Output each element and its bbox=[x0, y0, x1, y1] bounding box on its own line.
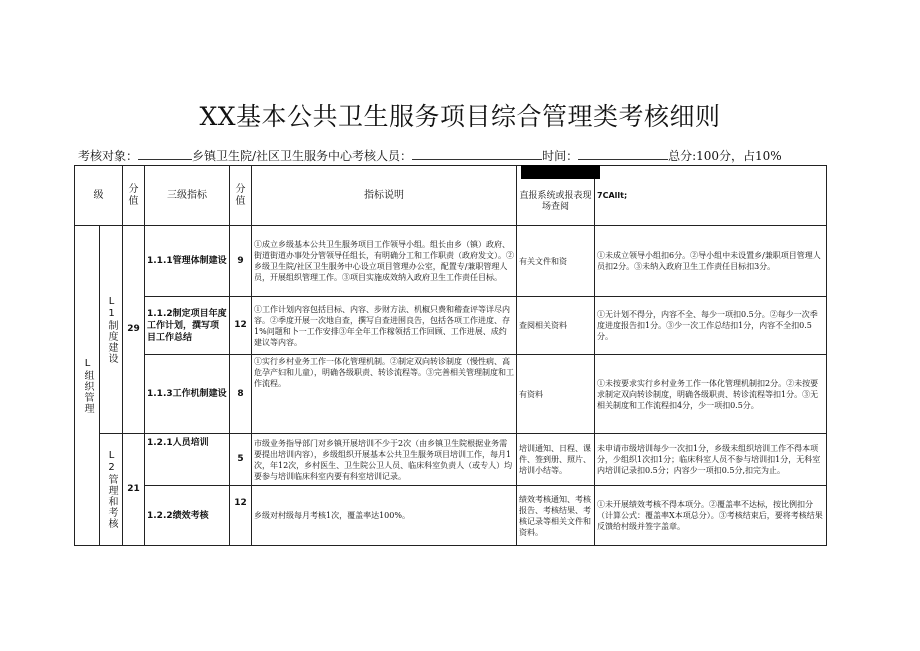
header-score3: 分值 bbox=[230, 166, 252, 226]
target-blank[interactable] bbox=[138, 147, 192, 160]
level1-label: L组织管理 bbox=[82, 357, 93, 414]
header-level1: 级 bbox=[75, 166, 123, 226]
item-name: 1.1.3工作机制建设 bbox=[145, 355, 230, 434]
item-criteria: ①无计划不得分，内容不全、每少一项扣0.5分。②每少一次季度进度报告扣1分。③少一次工作总结扣1分，内容不全扣0.5分。 bbox=[595, 297, 827, 355]
item-score: 5 bbox=[230, 434, 252, 486]
item-description: 乡级对村级每月考核1次，覆盖率达100%。 bbox=[252, 486, 517, 546]
time-blank[interactable] bbox=[578, 147, 668, 160]
org-label: 乡镇卫生院/社区卫生服务中心考核人员： bbox=[192, 149, 413, 163]
header-score1: 分值 bbox=[123, 166, 145, 226]
table-row bbox=[75, 226, 827, 297]
item-description: ①工作计划内容包括目标、内容、步财方法、机椒只费和稽查评等详尽内容。②季度开展一次地自查，撰写自查进围良告，包括各项工作进度、存1%问题和卜一工作安排③年全年工作稼领括工作回顾、工作进展、成约建议等内容。 bbox=[252, 297, 517, 355]
item-score: 12 bbox=[230, 297, 252, 355]
header-description: 指标说明 bbox=[252, 166, 517, 226]
item-score: 12 bbox=[230, 486, 252, 546]
table-row bbox=[75, 297, 827, 355]
target-label: 考核对象： bbox=[78, 149, 139, 163]
total-label: 总分:100分，占10% bbox=[668, 149, 782, 163]
item-criteria: ①未成立领导小组扣6分。②导小组中未设置乡/兼职项目管理人员扣2分。③未纳入政府卫生工作责任目标扣3分。 bbox=[595, 226, 827, 297]
group-score: 29 bbox=[123, 226, 145, 434]
item-score: 9 bbox=[230, 226, 252, 297]
group-name-cell bbox=[100, 226, 123, 434]
group-name: L1制度建设 bbox=[106, 295, 117, 364]
item-source: 有资料 bbox=[517, 355, 595, 434]
item-criteria: 未申请市级培训每少一次扣1分，乡级未组织培训工作不得本项分，少组织1次扣1分；临床科室人员不参与培训扣1分，无科室内培训记录扣0.5分；内容少一项扣0.5分,扣完为止。 bbox=[595, 434, 827, 486]
table-row bbox=[75, 355, 827, 434]
assessor-blank[interactable] bbox=[412, 147, 542, 160]
item-source: 绩效考核通知、考核报告、考核结果、考核记录等相关文件和资料。 bbox=[517, 486, 595, 546]
item-criteria: ①未开展绩效考核不得本项分。②覆盖率不达标，按比例扣分（计算公式：覆盖率X本项总分）。③考核结束后，要将考核结果反馈给村级并签字盖章。 bbox=[595, 486, 827, 546]
item-name: 1.2.2绩效考核 bbox=[145, 486, 230, 546]
item-description: ①实行乡村业务工作一体化管理机制。②制定双向转诊制度（慢性病、高危孕产妇和儿童），明确各级职责、转诊流程等。③完善相关管理制度和工作流程。 bbox=[252, 355, 517, 434]
level1-cell bbox=[75, 226, 100, 546]
header-row bbox=[75, 166, 827, 226]
group-name: L2管理和考核 bbox=[106, 450, 117, 529]
table-row bbox=[75, 434, 827, 486]
redaction-box bbox=[521, 165, 600, 179]
header-level3: 三级指标 bbox=[145, 166, 230, 226]
group-name-cell bbox=[100, 434, 123, 546]
header-source: 直报系统或报表现场查阅 bbox=[517, 166, 595, 226]
item-criteria: ①未按要求实行乡村业务工作一体化管理机制扣2分。②未按要求制定双向转诊制度，明确各级职责、转诊流程等扣1分。③无相关制度和工作流程扣4分，少一项扣0.5分。 bbox=[595, 355, 827, 434]
item-score: 8 bbox=[230, 355, 252, 434]
item-source: 培训通知、日程、课件、签到册、照片、培训小结等。 bbox=[517, 434, 595, 486]
item-name: 1.1.2制定项目年度工作计划，撰写项目工作总结 bbox=[145, 297, 230, 355]
assessment-table bbox=[74, 165, 827, 546]
item-description: 市级业务指导部门对乡镇开展培训不少于2次（由乡镇卫生院根据业务需要提出培训内容），乡级组织开展基本公共卫生服务项目培训工作，每月1次，年12次，乡村医生、卫生院公卫人员、临床科室负责人（或专人）均要参与培训临床科室内要有科室培训记录。 bbox=[252, 434, 517, 486]
item-name: 1.2.1人员培训 bbox=[145, 434, 230, 486]
page-title: XX基本公共卫生服务项目综合管理类考核细则 bbox=[199, 102, 721, 131]
table-row bbox=[75, 486, 827, 546]
item-source: 有关文件和资 bbox=[517, 226, 595, 297]
group-score: 21 bbox=[123, 434, 145, 546]
time-label: 时间： bbox=[542, 149, 579, 163]
item-source: 查阅相关资料 bbox=[517, 297, 595, 355]
assessment-meta bbox=[78, 147, 858, 164]
item-name: 1.1.1管理体制建设 bbox=[145, 226, 230, 297]
header-criteria: 7CAllt; bbox=[595, 166, 827, 226]
item-description: ①成立乡级基本公共卫生服务项目工作领导小组。组长由乡（镇）政府、街道街道办事处分管领导任组长，有明确分工和工作职责（政府发文）。②乡级卫生院/社区卫生服务中心设立项目管理办公室，配置专/兼职管理人员，开展组织管理工作。③项目实施成效纳入政府卫生工作责任目标。 bbox=[252, 226, 517, 297]
